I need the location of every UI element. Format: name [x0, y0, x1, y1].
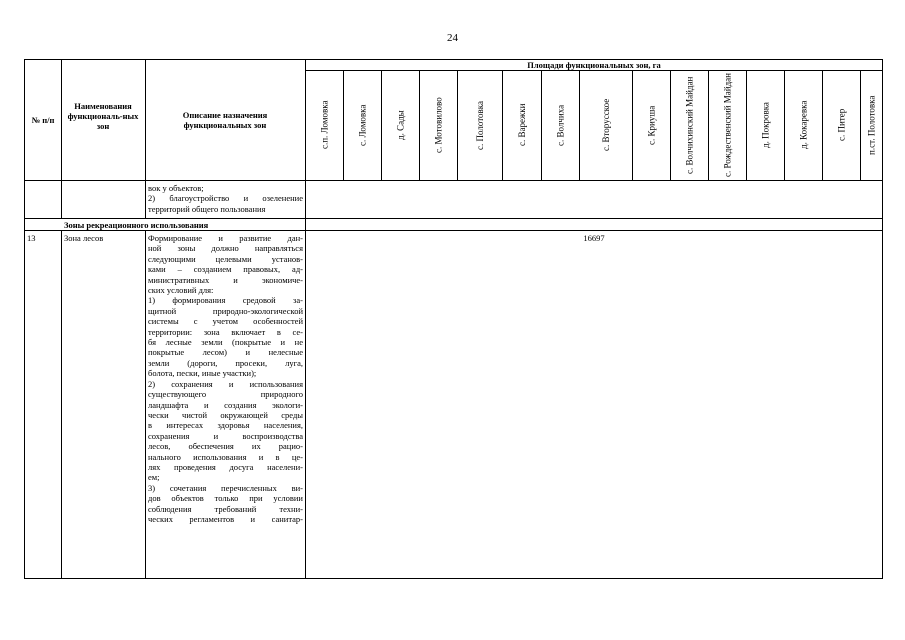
desc-line: сохранения и воспроизводства	[148, 430, 303, 441]
desc-line: ческих регламентов и санитар-	[148, 513, 303, 524]
continuation-description	[148, 183, 303, 214]
desc-line: земли (дороги, просеки, луга,	[148, 357, 303, 368]
continuation-row-bottom	[24, 218, 883, 219]
col-divider-num	[61, 59, 62, 219]
desc-line: 2) благоустройство и озеленение	[148, 193, 303, 204]
settlement-header: с. Мотовилово	[433, 97, 444, 153]
row-13-area-total: 16697	[583, 233, 605, 243]
desc-line: 1) формирования средовой за-	[148, 295, 303, 306]
settlement-header: с. Вторусское	[601, 98, 611, 152]
header-description: Описание назначения функциональных зон	[182, 110, 268, 130]
col-divider-name	[145, 59, 146, 219]
desc-line: ландшафта и создания экологи-	[148, 399, 303, 410]
row-13-zone-name: Зона лесов	[64, 233, 104, 243]
page-number: 24	[447, 32, 458, 44]
section-title: Зоны рекреационного использования	[64, 220, 209, 230]
desc-line: в интересах здоровья населения,	[148, 420, 303, 431]
desc-line: бя лесные земли (покрытые и не	[148, 337, 303, 348]
desc-line: следующими целевыми установ-	[148, 253, 303, 264]
desc-line: вок у объектов;	[148, 183, 204, 193]
table-left-border	[24, 59, 25, 579]
settlement-header: с. Питер	[836, 108, 847, 142]
settlement-header: д. Сады	[395, 110, 406, 140]
settlement-header: с. Полотовка	[475, 100, 485, 150]
desc-line: чески чистой окружающей среды	[148, 409, 303, 420]
desc-line: ками – созданием правовых, ад-	[148, 264, 303, 275]
settlement-header: с. Ломовка	[357, 104, 368, 146]
desc-line: лесов, обеспечения их рацио-	[148, 441, 303, 452]
desc-line: системы с учетом особенностей	[148, 316, 303, 327]
settlement-header: с. Криуша	[646, 105, 657, 145]
desc-line: 3) сочетания перечисленных ви-	[148, 482, 303, 493]
desc-line: ной зоны должно направляться	[148, 243, 303, 254]
settlement-header: с.п. Ломовка	[319, 100, 330, 150]
table-right-border	[882, 59, 883, 579]
desc-line: лях проведения досуга населени-	[148, 461, 303, 472]
row-13-number: 13	[27, 233, 36, 243]
desc-line: территории: зона включает в се-	[148, 326, 303, 337]
desc-line: Формирование и развитие дан-	[148, 233, 303, 243]
row-13-description	[148, 233, 303, 524]
col-divider-num-lower	[61, 230, 62, 579]
desc-line: соблюдения требований техни-	[148, 503, 303, 514]
settlement-header: с. Варежки	[517, 103, 527, 147]
area-group-divider	[305, 70, 883, 71]
settlement-header: с. Рождественский Майдан	[722, 73, 733, 177]
desc-line: ем;	[148, 472, 160, 483]
desc-line: покрытые лесом) и нелесные	[148, 347, 303, 358]
desc-line: территорий общего пользования	[148, 203, 266, 214]
desc-line: 2) сохранения и использования	[148, 378, 303, 389]
desc-line: щитной природно-экологической	[148, 305, 303, 316]
desc-line: болота, пески, иные участки);	[148, 368, 257, 379]
desc-line: дов объектов только при условии	[148, 493, 303, 504]
header-bottom-border	[24, 180, 883, 181]
header-zone-name: Наименования функциональ-ных зон	[67, 101, 139, 131]
settlement-header: с. Волчихинский Майдан	[684, 76, 695, 174]
settlement-header: с. Волчиха	[555, 104, 566, 146]
desc-line: министративных и экономиче-	[148, 274, 303, 285]
header-areas-group: Площади функциональных зон, га	[527, 60, 661, 70]
desc-line: нального использования и в це-	[148, 451, 303, 462]
header-num: № п/п	[31, 115, 55, 125]
settlement-header: д. Кокаревка	[798, 100, 809, 150]
settlement-header: п.ст. Полотовка	[866, 95, 877, 155]
col-divider-name-lower	[145, 230, 146, 579]
desc-line: ских условий для:	[148, 285, 214, 296]
desc-line: существующего природного	[148, 389, 303, 400]
table-bottom-border	[24, 578, 883, 579]
settlement-header: д. Покровка	[760, 102, 771, 148]
